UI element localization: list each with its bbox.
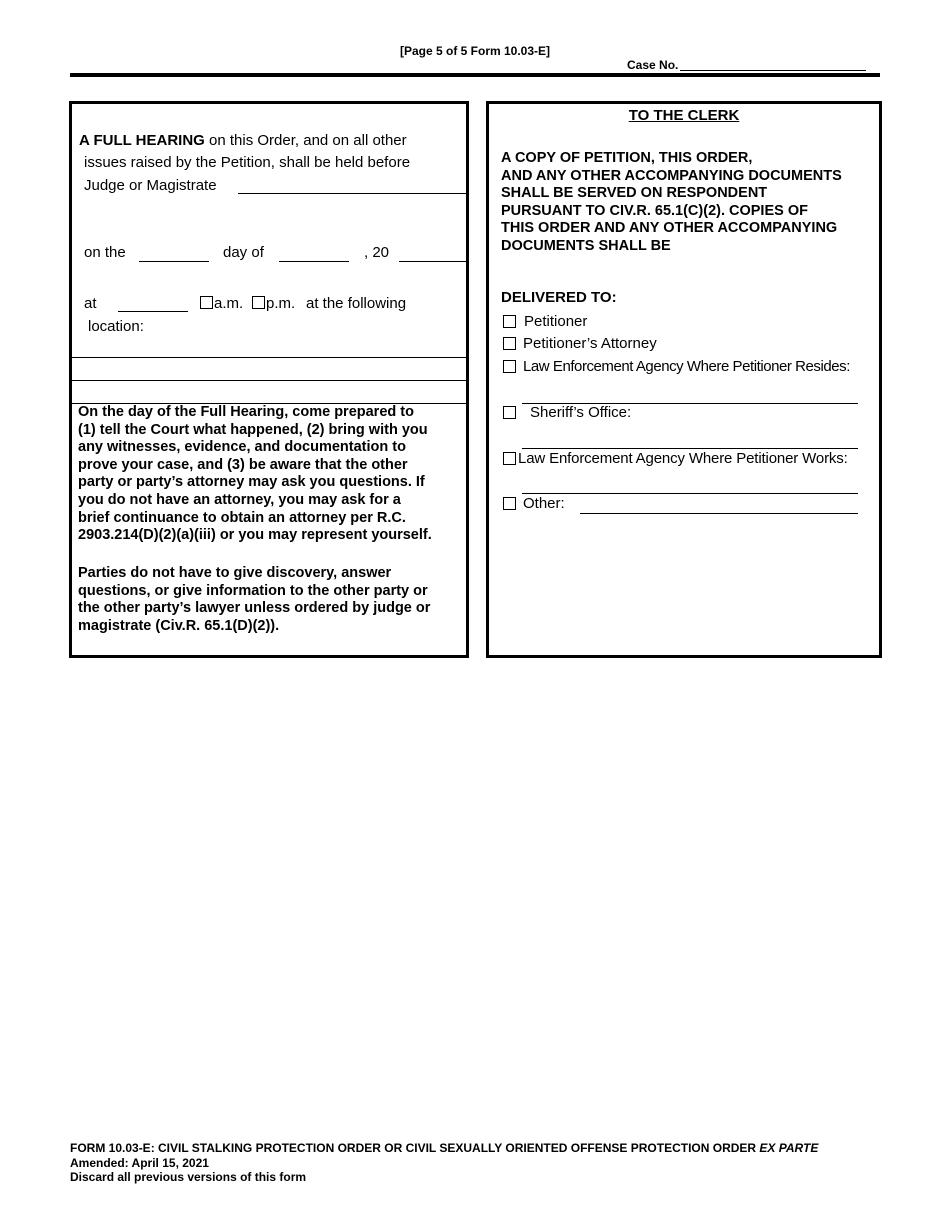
footer-discard: Discard all previous versions of this form xyxy=(70,1170,307,1184)
directive-line: A COPY OF PETITION, THIS ORDER, xyxy=(501,150,753,166)
case-no-label: Case No. xyxy=(627,58,679,72)
petitioner-label: Petitioner xyxy=(524,313,588,330)
hearing-intro xyxy=(79,131,407,151)
full-hearing-label: A FULL HEARING xyxy=(79,132,205,149)
prepare-line: any witnesses, evidence, and documentation to xyxy=(78,439,406,456)
le-works-field[interactable] xyxy=(522,493,858,494)
day-field[interactable] xyxy=(139,261,209,262)
case-no-field[interactable] xyxy=(680,70,866,71)
delivered-to-label: DELIVERED TO: xyxy=(501,289,617,306)
discovery-line: the other party’s lawyer unless ordered by judge or xyxy=(78,600,431,617)
year-prefix-label: , 20 xyxy=(364,244,390,261)
on-the-label: on the xyxy=(84,244,126,261)
prepare-line: 2903.214(D)(2)(a)(iii) or you may represent yourself. xyxy=(78,527,432,544)
clerk-directive xyxy=(501,150,876,256)
location-line-1[interactable] xyxy=(72,357,466,358)
prepare-line: party or party’s attorney may ask you questions. If xyxy=(78,474,425,491)
header-rule xyxy=(70,73,880,77)
page-label: [Page 5 of 5 Form 10.03-E] xyxy=(399,44,551,58)
directive-line: AND ANY OTHER ACCOMPANYING DOCUMENTS xyxy=(501,167,842,184)
prepare-line: brief continuance to obtain an attorney per R.C. xyxy=(78,509,406,526)
ex-parte-label: EX PARTE xyxy=(759,1141,819,1155)
footer-amended: Amended: April 15, 2021 xyxy=(70,1156,209,1170)
sheriff-checkbox[interactable] xyxy=(503,406,516,419)
sheriff-label: Sheriff’s Office: xyxy=(530,404,632,421)
day-of-label: day of xyxy=(223,244,264,261)
time-field[interactable] xyxy=(118,311,188,312)
following-label: at the following xyxy=(306,295,407,312)
discovery-line: Parties do not have to give discovery, answer xyxy=(78,565,392,581)
other-checkbox[interactable] xyxy=(503,497,516,510)
year-field[interactable] xyxy=(399,261,466,262)
attorney-checkbox[interactable] xyxy=(503,337,516,350)
prepare-paragraph xyxy=(78,404,463,545)
le-resides-checkbox[interactable] xyxy=(503,360,516,373)
prepare-line: On the day of the Full Hearing, come prepared to xyxy=(78,404,414,420)
directive-line: PURSUANT TO CIV.R. 65.1(C)(2). COPIES OF xyxy=(501,202,808,219)
clerk-title: TO THE CLERK xyxy=(628,107,740,124)
pm-checkbox[interactable] xyxy=(252,296,265,309)
am-label: a.m. xyxy=(214,295,244,312)
prepare-line: you do not have an attorney, you may ask for a xyxy=(78,491,401,508)
discovery-line: magistrate (Civ.R. 65.1(D)(2)). xyxy=(78,617,280,634)
hearing-intro-rest: on this Order, and on all other xyxy=(204,132,407,149)
other-field[interactable] xyxy=(580,513,858,514)
judge-label: Judge or Magistrate xyxy=(84,177,217,194)
prepare-line: prove your case, and (3) be aware that the other xyxy=(78,456,408,473)
discovery-line: questions, or give information to the other party or xyxy=(78,582,428,599)
hearing-line-2: issues raised by the Petition, shall be held before xyxy=(84,154,411,171)
judge-name-field[interactable] xyxy=(238,193,467,194)
footer-form-title xyxy=(70,1141,818,1155)
pm-label: p.m. xyxy=(266,295,296,312)
month-field[interactable] xyxy=(279,261,349,262)
am-checkbox[interactable] xyxy=(200,296,213,309)
directive-line: DOCUMENTS SHALL BE xyxy=(501,237,671,254)
directive-line: SHALL BE SERVED ON RESPONDENT xyxy=(501,185,768,202)
location-label: location: xyxy=(88,318,144,335)
location-line-2[interactable] xyxy=(72,380,466,381)
other-label: Other: xyxy=(523,495,565,512)
le-resides-label: Law Enforcement Agency Where Petitioner Resides: xyxy=(523,358,850,375)
prepare-line: (1) tell the Court what happened, (2) bring with you xyxy=(78,421,428,438)
directive-line: THIS ORDER AND ANY OTHER ACCOMPANYING xyxy=(501,220,838,237)
at-label: at xyxy=(84,295,97,312)
le-works-checkbox[interactable] xyxy=(503,452,516,465)
le-works-label: Law Enforcement Agency Where Petitioner Works: xyxy=(518,450,848,467)
discovery-paragraph xyxy=(78,565,463,635)
attorney-label: Petitioner’s Attorney xyxy=(523,335,657,352)
petitioner-checkbox[interactable] xyxy=(503,315,516,328)
footer-title-text: FORM 10.03-E: CIVIL STALKING PROTECTION ORDER OR CIVIL SEXUALLY ORIENTED OFFENSE PROTECTION ORDER xyxy=(70,1141,760,1155)
